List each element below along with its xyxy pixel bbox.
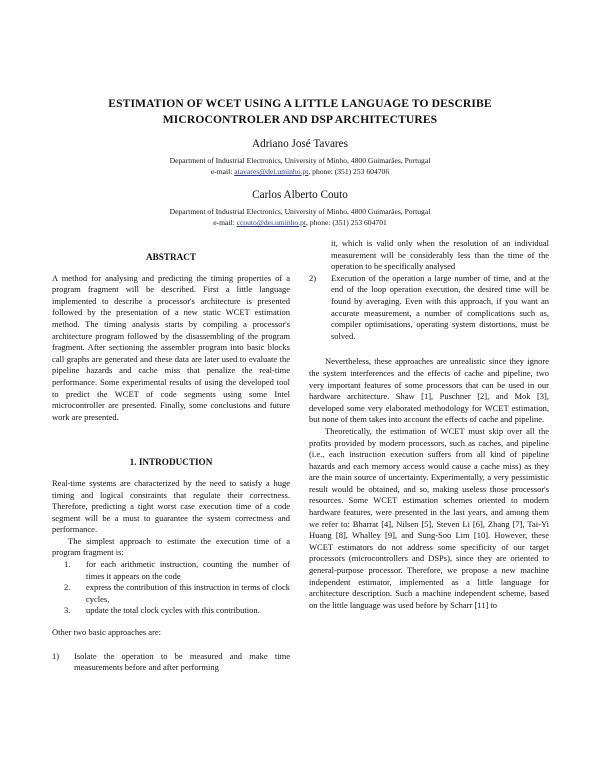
approach-list-1: [52, 559, 290, 617]
author-2-email-link[interactable]: ccouto@dei.uminho.pt: [236, 218, 307, 227]
introduction-heading: 1. INTRODUCTION: [129, 457, 213, 468]
author-1-email-link[interactable]: atavares@dei.uminho.pt: [234, 167, 309, 176]
intro-paragraph-4: Nevertheless, these approaches are unrealistic since they ignore the system interferences and the effects of cache and pipeline, two very important features of some processors that can be used in our hardware architecture. Shaw [1], Puschner [2], and Mok [3], developed some very elaborated methodology for WCET estimation, but none of them takes into account the effects of cache and pipeline.: [309, 356, 549, 425]
list-item-number: 2): [309, 272, 317, 283]
list-item-text: express the contribution of this instruction in terms of clock cycles,: [86, 582, 290, 604]
author-1-affiliation: Department of Industrial Electronics, University of Minho, 4800 Guimarães, Portugal: [169, 156, 431, 165]
right-column: [309, 238, 549, 611]
author-2-affiliation: Department of Industrial Electronics, University of Minho, 4800 Guimarães, Portugal: [169, 207, 431, 216]
list-item-text: for each arithmetic instruction, counting the number of times it appears on the code: [86, 559, 290, 581]
author-2-phone: , phone: (351) 253 604701: [306, 218, 387, 227]
author-1-name: Adriano José Tavares: [252, 138, 348, 150]
abstract-heading: ABSTRACT: [145, 252, 197, 262]
intro-paragraph-2: The simplest approach to estimate the execution time of a program fragment is:: [52, 535, 290, 558]
list-item: [309, 273, 549, 343]
intro-paragraph-1: Real-time systems are characterized by the need to satisfy a huge timing and logical constraints that regulate their correctness. Therefore, predicting a tight worst case execution time of a code segment will be a must to guarantee the system correctness and performance.: [52, 477, 290, 535]
list-item-text: it, which is valid only when the resolution of an individual measurement will be considerably less than the time of the operation to be specifically analysed: [331, 238, 549, 272]
paper-title: [60, 96, 540, 128]
author-2-email-label: e-mail:: [213, 218, 237, 227]
author-1-phone: , phone: (351) 253 604706: [308, 167, 390, 176]
list-item-number: 1): [52, 650, 60, 661]
author-2-contact: [60, 218, 540, 227]
list-item-text: update the total clock cycles with this contribution.: [86, 605, 260, 616]
list-item: [64, 559, 290, 582]
list-item-text: Execution of the operation a large number of time, and at the end of the loop operation execution, the desired time will be found by averaging. Even with this approach, if you want an accurate measurement, a number of complications such as, compiler optimisations, operating system distortions, must be solved.: [331, 272, 549, 341]
author-1-contact: [60, 167, 540, 176]
list-item: [52, 651, 290, 674]
abstract-text: A method for analysing and predicting the timing properties of a program fragment will be described. First a little language implemented to describe a processor's architecture is presented followed by the presentation of a new static WCET estimation method. The timing analysis starts by compiling a processor's architecture program followed by the disassembling of the program fragment. After sectioning the assembler program into basic blocks call graphs are generated and these data are later used to evaluate the pipeline hazards and cache miss that penalize the real-time performance. Some experimental results of using the developed tool to predict the WCET of code segments using some Intel microcontroller are presented. Finally, some conclusions and future work are presented.: [52, 272, 290, 422]
list-item-number: 3.: [64, 605, 71, 616]
author-1-email-label: e-mail:: [210, 167, 235, 176]
intro-paragraph-5: Theoretically, the estimation of WCET must skip over all the profits provided by modern processors, such as caches, and pipeline (i.e., each instruction execution suffers from all kind of pipeline hazards and each memory access would cause a cache miss) as they are the main source of uncertainty. Experimentally, a very pessimistic result would be obtained, and so, making useless those processor's resources. Some WCET estimation schemes oriented to modern hardware features, were presented in the last years, and among them we refer to: Bharrat [4], Nilsen [5], Steven Li [6], Zhang [7], Tai-Yi Huang [8], Whalley [9], and Sung-Soo Lim [10]. However, these WCET estimators do not address some specificity of our target processors (microcontrollers and DSPs), since they are oriented to general-purpose processor. Therefore, we propose a new machine independent estimator, implemented as a little language for architecture description. Such a machine independent scheme, based on the little language was used before by Scharr [11] to: [309, 425, 549, 610]
left-column: [52, 252, 290, 674]
author-2-name: Carlos Alberto Couto: [252, 189, 348, 201]
list-item-number: 2.: [64, 582, 71, 593]
intro-paragraph-3: Other two basic approaches are:: [52, 627, 162, 638]
list-item-text: Isolate the operation to be measured and make time measurements before and after performing: [74, 650, 290, 673]
list-item: [64, 605, 290, 617]
title-line-2: MICROCONTROLER AND DSP ARCHITECTURES: [162, 113, 438, 126]
list-item-number: 1.: [64, 559, 71, 570]
title-line-1: ESTIMATION OF WCET USING A LITTLE LANGUAGE TO DESCRIBE: [108, 97, 492, 110]
list-item-continuation: [309, 238, 549, 273]
list-item: [64, 582, 290, 605]
